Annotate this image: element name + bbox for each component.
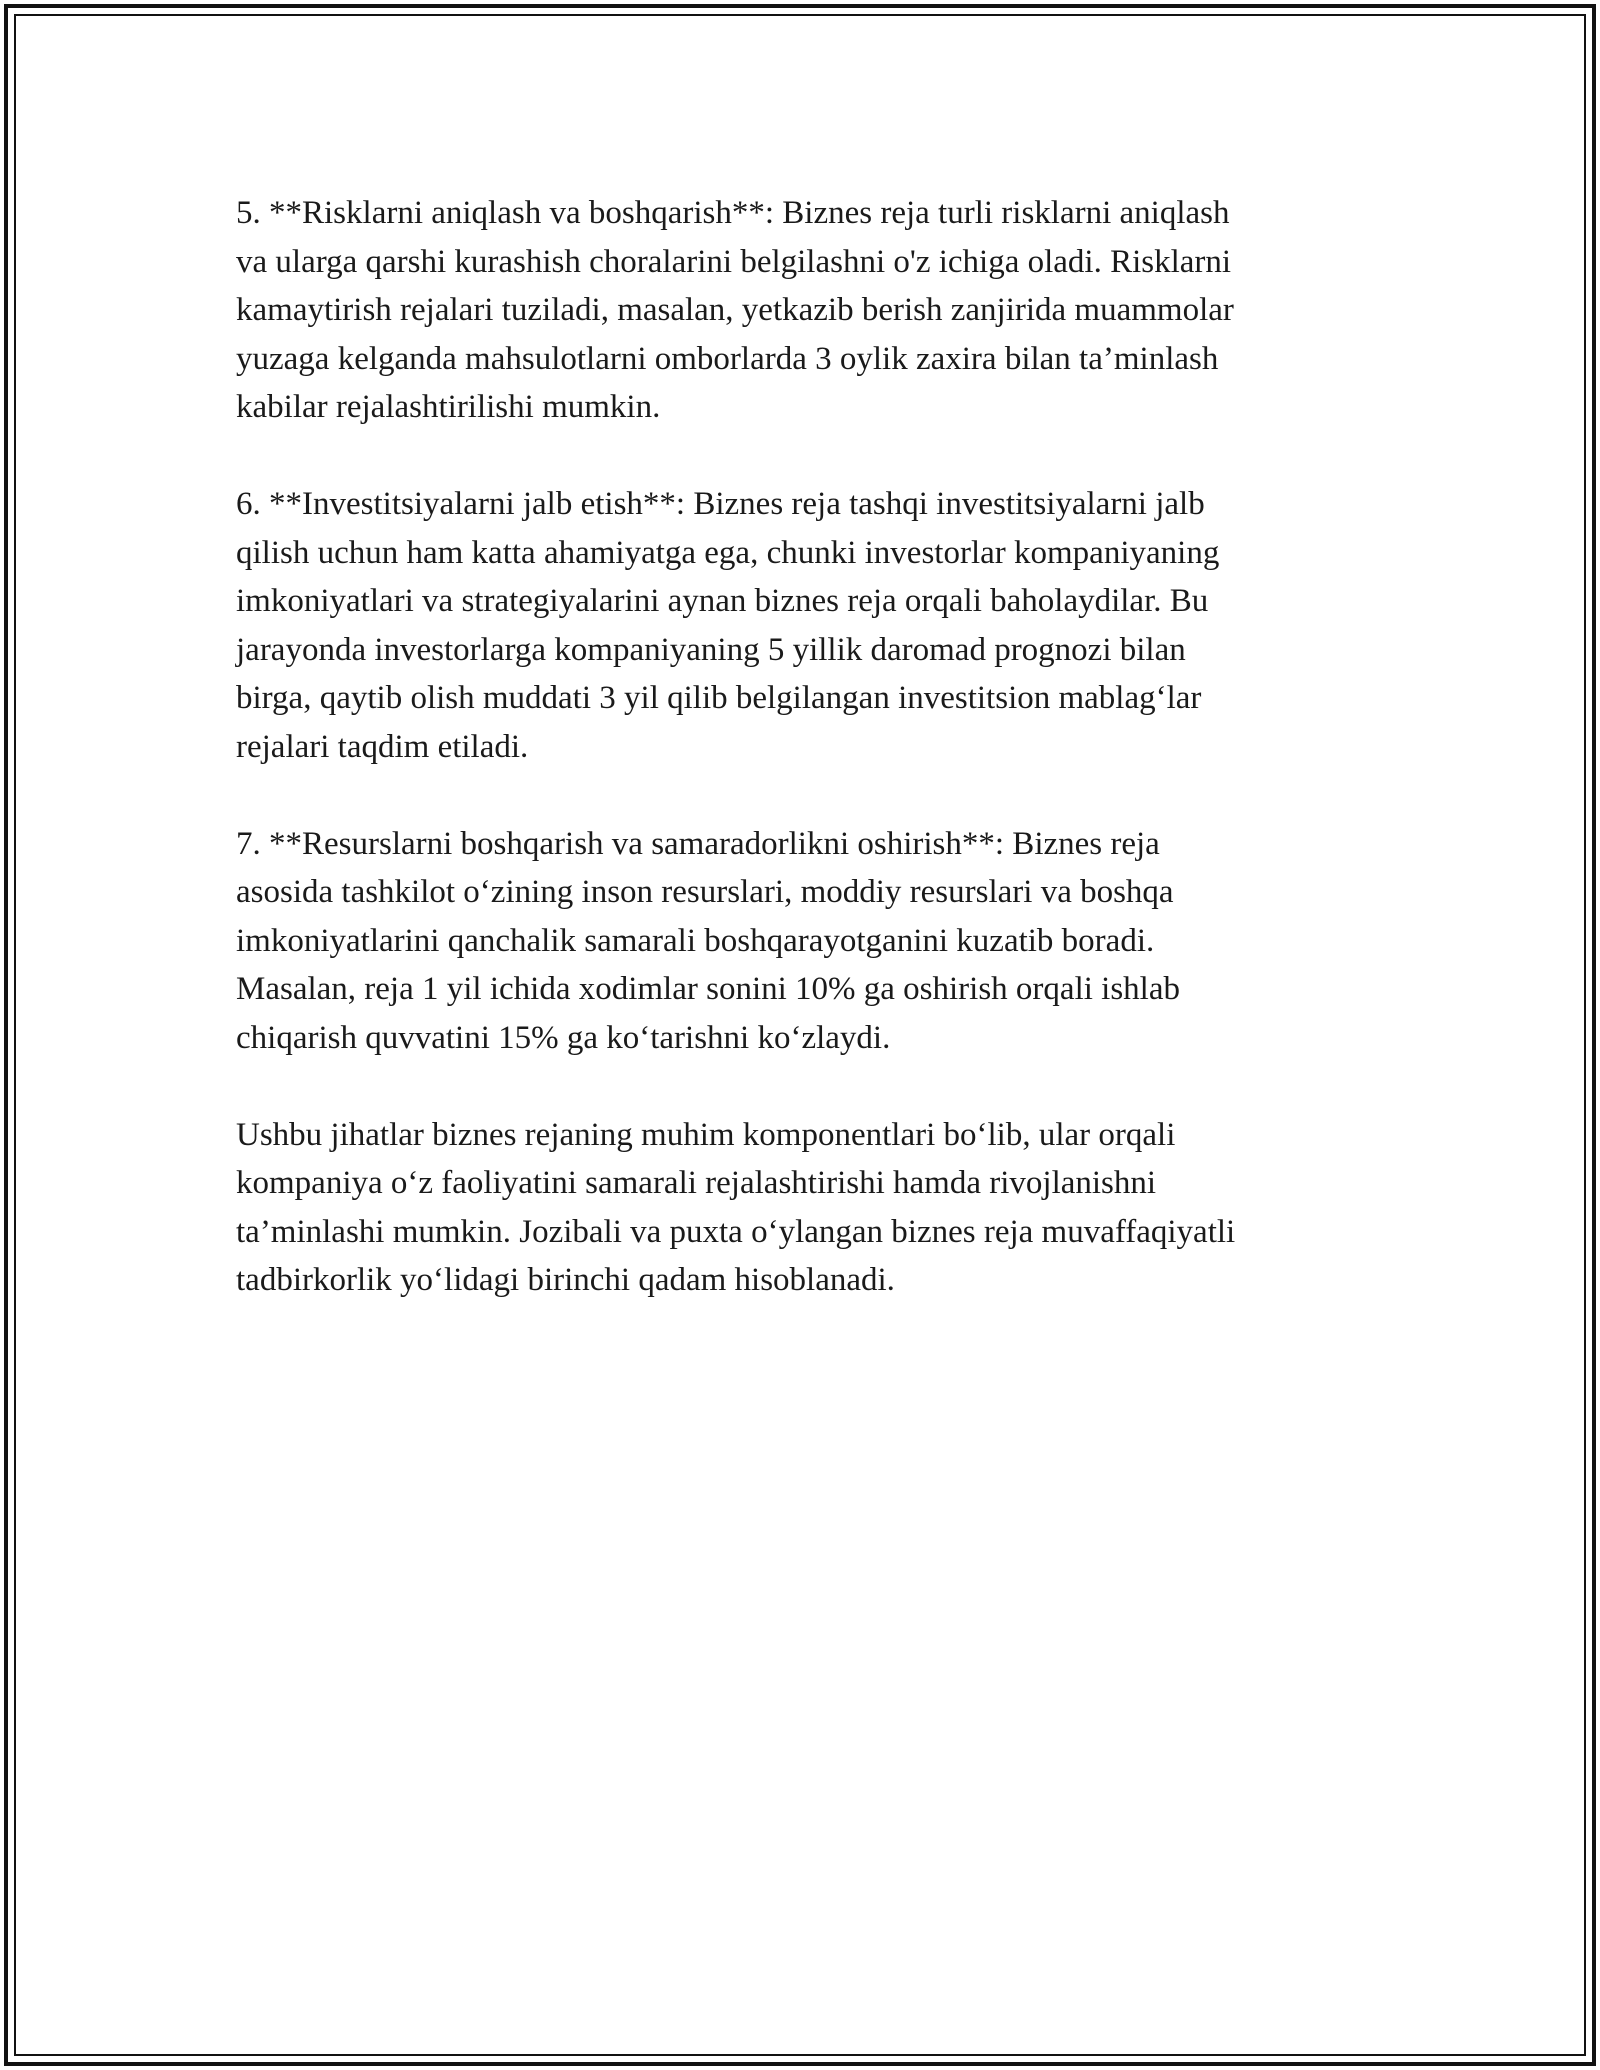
text-line: chiqarish quvvatini 15% ga ko‘tarishni ko‘zlaydi. (236, 1019, 891, 1056)
text-line: kamaytirish rejalari tuziladi, masalan, yetkazib berish zanjirida muammolar (236, 292, 1234, 328)
text-line: birga, qaytib olish muddati 3 yil qilib belgilangan investitsion mablag‘lar (236, 680, 1202, 716)
text-line: tadbirkorlik yo‘lidagi birinchi qadam hisoblanadi. (236, 1262, 895, 1298)
text-line: asosida tashkilot o‘zining inson resurslari, moddiy resurslari va boshqa (236, 874, 1174, 910)
text-line: Masalan, reja 1 yil ichida xodimlar sonini 10% ga oshirish orqali ishlab (236, 971, 1180, 1007)
document-body (236, 189, 1366, 1353)
paragraph-investments (236, 480, 1366, 771)
text-line: 7. **Resurslarni boshqarish va samaradorlikni oshirish**: Biznes reja (236, 825, 1160, 862)
paragraph-conclusion (236, 1111, 1366, 1305)
text-line: yuzaga kelganda mahsulotlarni omborlarda 3 oylik zaxira bilan ta’minlash (236, 340, 1219, 377)
paragraph-resources (236, 820, 1366, 1063)
text-line: kabilar rejalashtirilishi mumkin. (236, 389, 661, 425)
text-line: 5. **Risklarni aniqlash va boshqarish**: Biznes reja turli risklarni aniqlash (236, 195, 1230, 231)
text-line: imkoniyatlari va strategiyalarini aynan biznes reja orqali baholaydilar. Bu (236, 583, 1209, 619)
text-line: kompaniya o‘z faoliyatini samarali rejalashtirishi hamda rivojlanishni (236, 1165, 1157, 1201)
text-line: Ushbu jihatlar biznes rejaning muhim komponentlari bo‘lib, ular orqali (236, 1116, 1176, 1153)
text-line: 6. **Investitsiyalarni jalb etish**: Biznes reja tashqi investitsiyalarni jalb (236, 486, 1205, 522)
text-line: imkoniyatlarini qanchalik samarali boshqarayotganini kuzatib boradi. (236, 922, 1155, 959)
text-line: qilish uchun ham katta ahamiyatga ega, chunki investorlar kompaniyaning (236, 534, 1220, 571)
paragraph-risks (236, 189, 1366, 432)
text-line: jarayonda investorlarga kompaniyaning 5 yillik daromad prognozi bilan (236, 631, 1186, 668)
text-line: ta’minlashi mumkin. Jozibali va puxta o‘ylangan biznes reja muvaffaqiyatli (236, 1213, 1236, 1250)
text-line: va ularga qarshi kurashish choralarini belgilashni o'z ichiga oladi. Risklarni (236, 243, 1232, 280)
text-line: rejalari taqdim etiladi. (236, 728, 529, 765)
